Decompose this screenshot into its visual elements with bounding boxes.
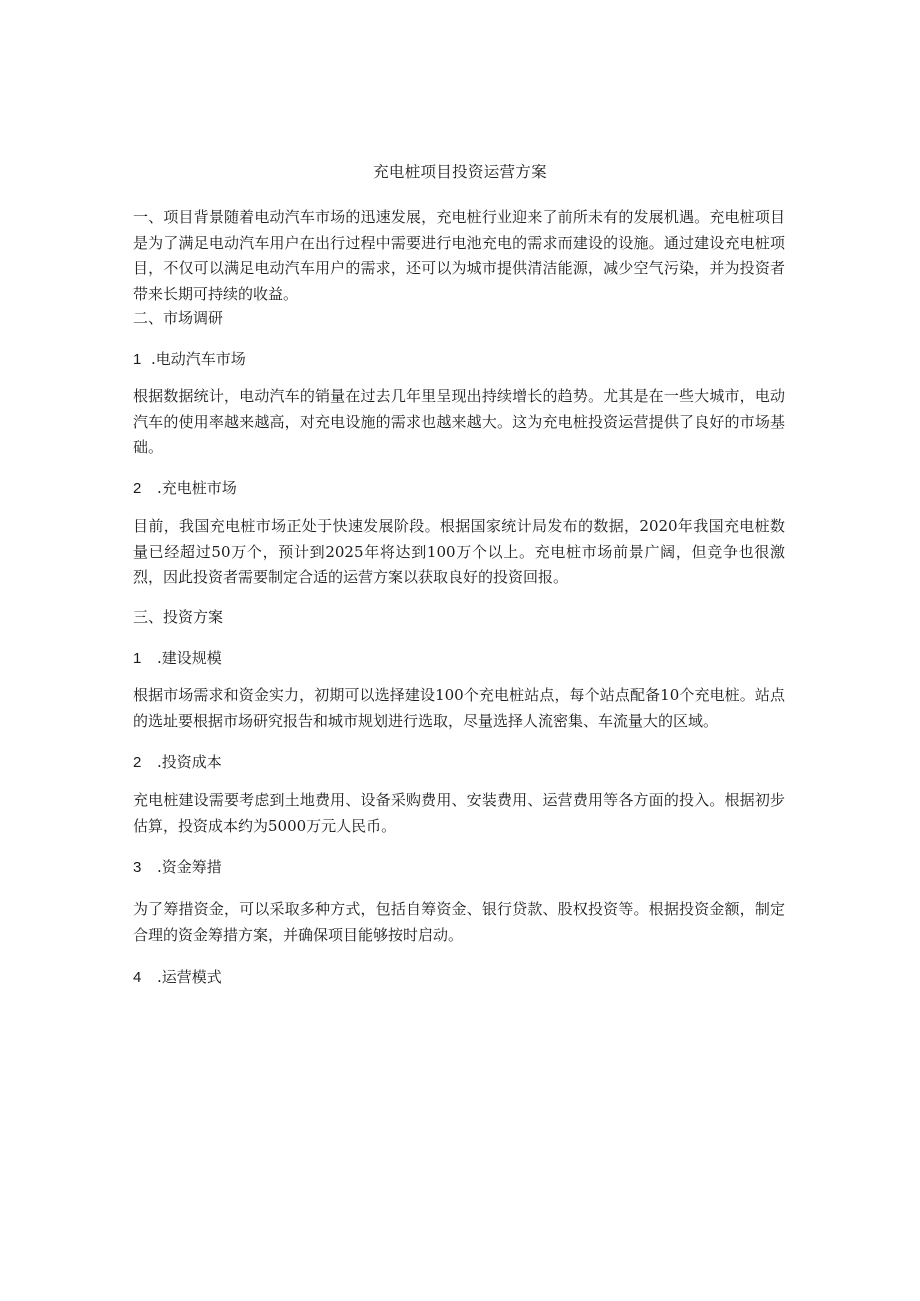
subheading-label: .投资成本 — [157, 753, 222, 771]
subheading-number: 4 — [133, 969, 142, 986]
document-title: 充电桩项目投资运营方案 — [373, 163, 547, 181]
subheading-number: 2 — [133, 480, 142, 497]
subheading-number: 1 — [133, 351, 142, 368]
ev-market-paragraph: 根据数据统计，电动汽车的销量在过去几年里呈现出持续增长的趋势。尤其是在一些大城市，电动汽车的使用率越来越高，对充电设施的需求也越来越大。这为充电桩投资运营提供了良好的市场基础。 — [133, 387, 785, 456]
subheading-label: .建设规模 — [157, 649, 222, 667]
scale-paragraph: 根据市场需求和资金实力，初期可以选择建设100个充电桩站点，每个站点配备10个充电桩。站点的选址要根据市场研究报告和城市规划进行选取，尽量选择人流密集、车流量大的区域。 — [133, 686, 785, 730]
subheading-label: .充电桩市场 — [157, 479, 237, 497]
subheading-number: 1 — [133, 650, 142, 667]
subheading-label: .资金筹措 — [157, 858, 222, 876]
charger-market-paragraph: 目前，我国充电桩市场正处于快速发展阶段。根据国家统计局发布的数据，2020年我国充电桩数量已经超过50万个，预计到2025年将达到100万个以上。充电桩市场前景广阔，但竞争也很激烈，因此投资者需要制定合适的运营方案以获取良好的投资回报。 — [133, 517, 785, 586]
ev-market-subheading — [133, 348, 246, 371]
cost-subheading — [133, 751, 222, 774]
charger-market-subheading — [133, 477, 237, 500]
subheading-label: .运营模式 — [157, 968, 222, 986]
background-paragraph: 一、项目背景随着电动汽车市场的迅速发展，充电桩行业迎来了前所未有的发展机遇。充电桩项目是为了满足电动汽车用户在出行过程中需要进行电池充电的需求而建设的设施。通过建设充电桩项目，不仅可以满足电动汽车用户的需求，还可以为城市提供清洁能源，减少空气污染，并为投资者带来长期可持续的收益。 — [133, 208, 785, 303]
operation-subheading — [133, 966, 222, 989]
subheading-number: 2 — [133, 754, 142, 771]
investment-plan-heading: 三、投资方案 — [133, 608, 224, 626]
subheading-number: 3 — [133, 859, 142, 876]
funding-paragraph: 为了筹措资金，可以采取多种方式，包括自筹资金、银行贷款、股权投资等。根据投资金额，制定合理的资金筹措方案，并确保项目能够按时启动。 — [133, 900, 785, 944]
market-research-heading: 二、市场调研 — [133, 309, 224, 327]
subheading-label: .电动汽车市场 — [151, 350, 246, 368]
funding-subheading — [133, 856, 222, 879]
cost-paragraph: 充电桩建设需要考虑到土地费用、设备采购费用、安装费用、运营费用等各方面的投入。根据初步估算，投资成本约为5000万元人民币。 — [133, 791, 785, 835]
scale-subheading — [133, 647, 222, 670]
